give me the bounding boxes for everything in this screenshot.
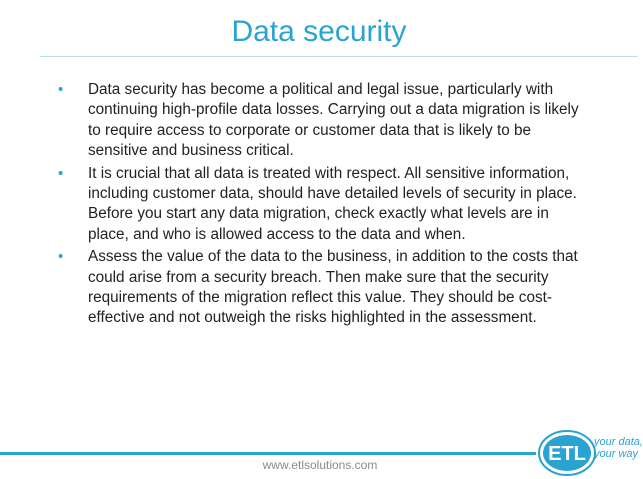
bullet-dot-icon: • [58, 164, 64, 182]
bullet-dot-icon: • [58, 248, 64, 266]
bullet-dot-icon: • [58, 81, 64, 98]
title-divider [40, 56, 638, 57]
bullet-text: It is crucial that all data is treated with respect. All sensitive information, including customer data, should have detailed levels of security in place. Before you start any data migration, check exactly what levels are in place, and who is allowed access to the data and when. [88, 164, 577, 243]
bullet-item [58, 80, 588, 162]
logo-text: ETL [548, 443, 586, 465]
tagline-line-2: your way [594, 448, 639, 460]
footer-divider [0, 452, 536, 455]
tagline-line-1: your data, [594, 436, 643, 448]
logo-tagline [594, 436, 643, 460]
etl-logo-icon [538, 428, 596, 478]
bullet-text: Data security has become a political and legal issue, particularly with continuing high-profile data losses. Carrying out a data migration is likely to require access to corporate or customer data that is likely to be sensitive and business critical. [88, 81, 579, 160]
etl-logo [538, 428, 643, 478]
slide-title: Data security [231, 15, 407, 48]
bullet-item [58, 164, 588, 246]
bullet-item [58, 247, 588, 329]
footer-url: www.etlsolutions.com [262, 458, 378, 472]
bullet-text: Assess the value of the data to the business, in addition to the costs that could arise from a security breach. Then make sure that the security requirements of the migration reflect this value. They should be cost-effective and not outweigh the risks highlighted in the assessment. [88, 248, 578, 327]
bullet-list [58, 80, 588, 331]
